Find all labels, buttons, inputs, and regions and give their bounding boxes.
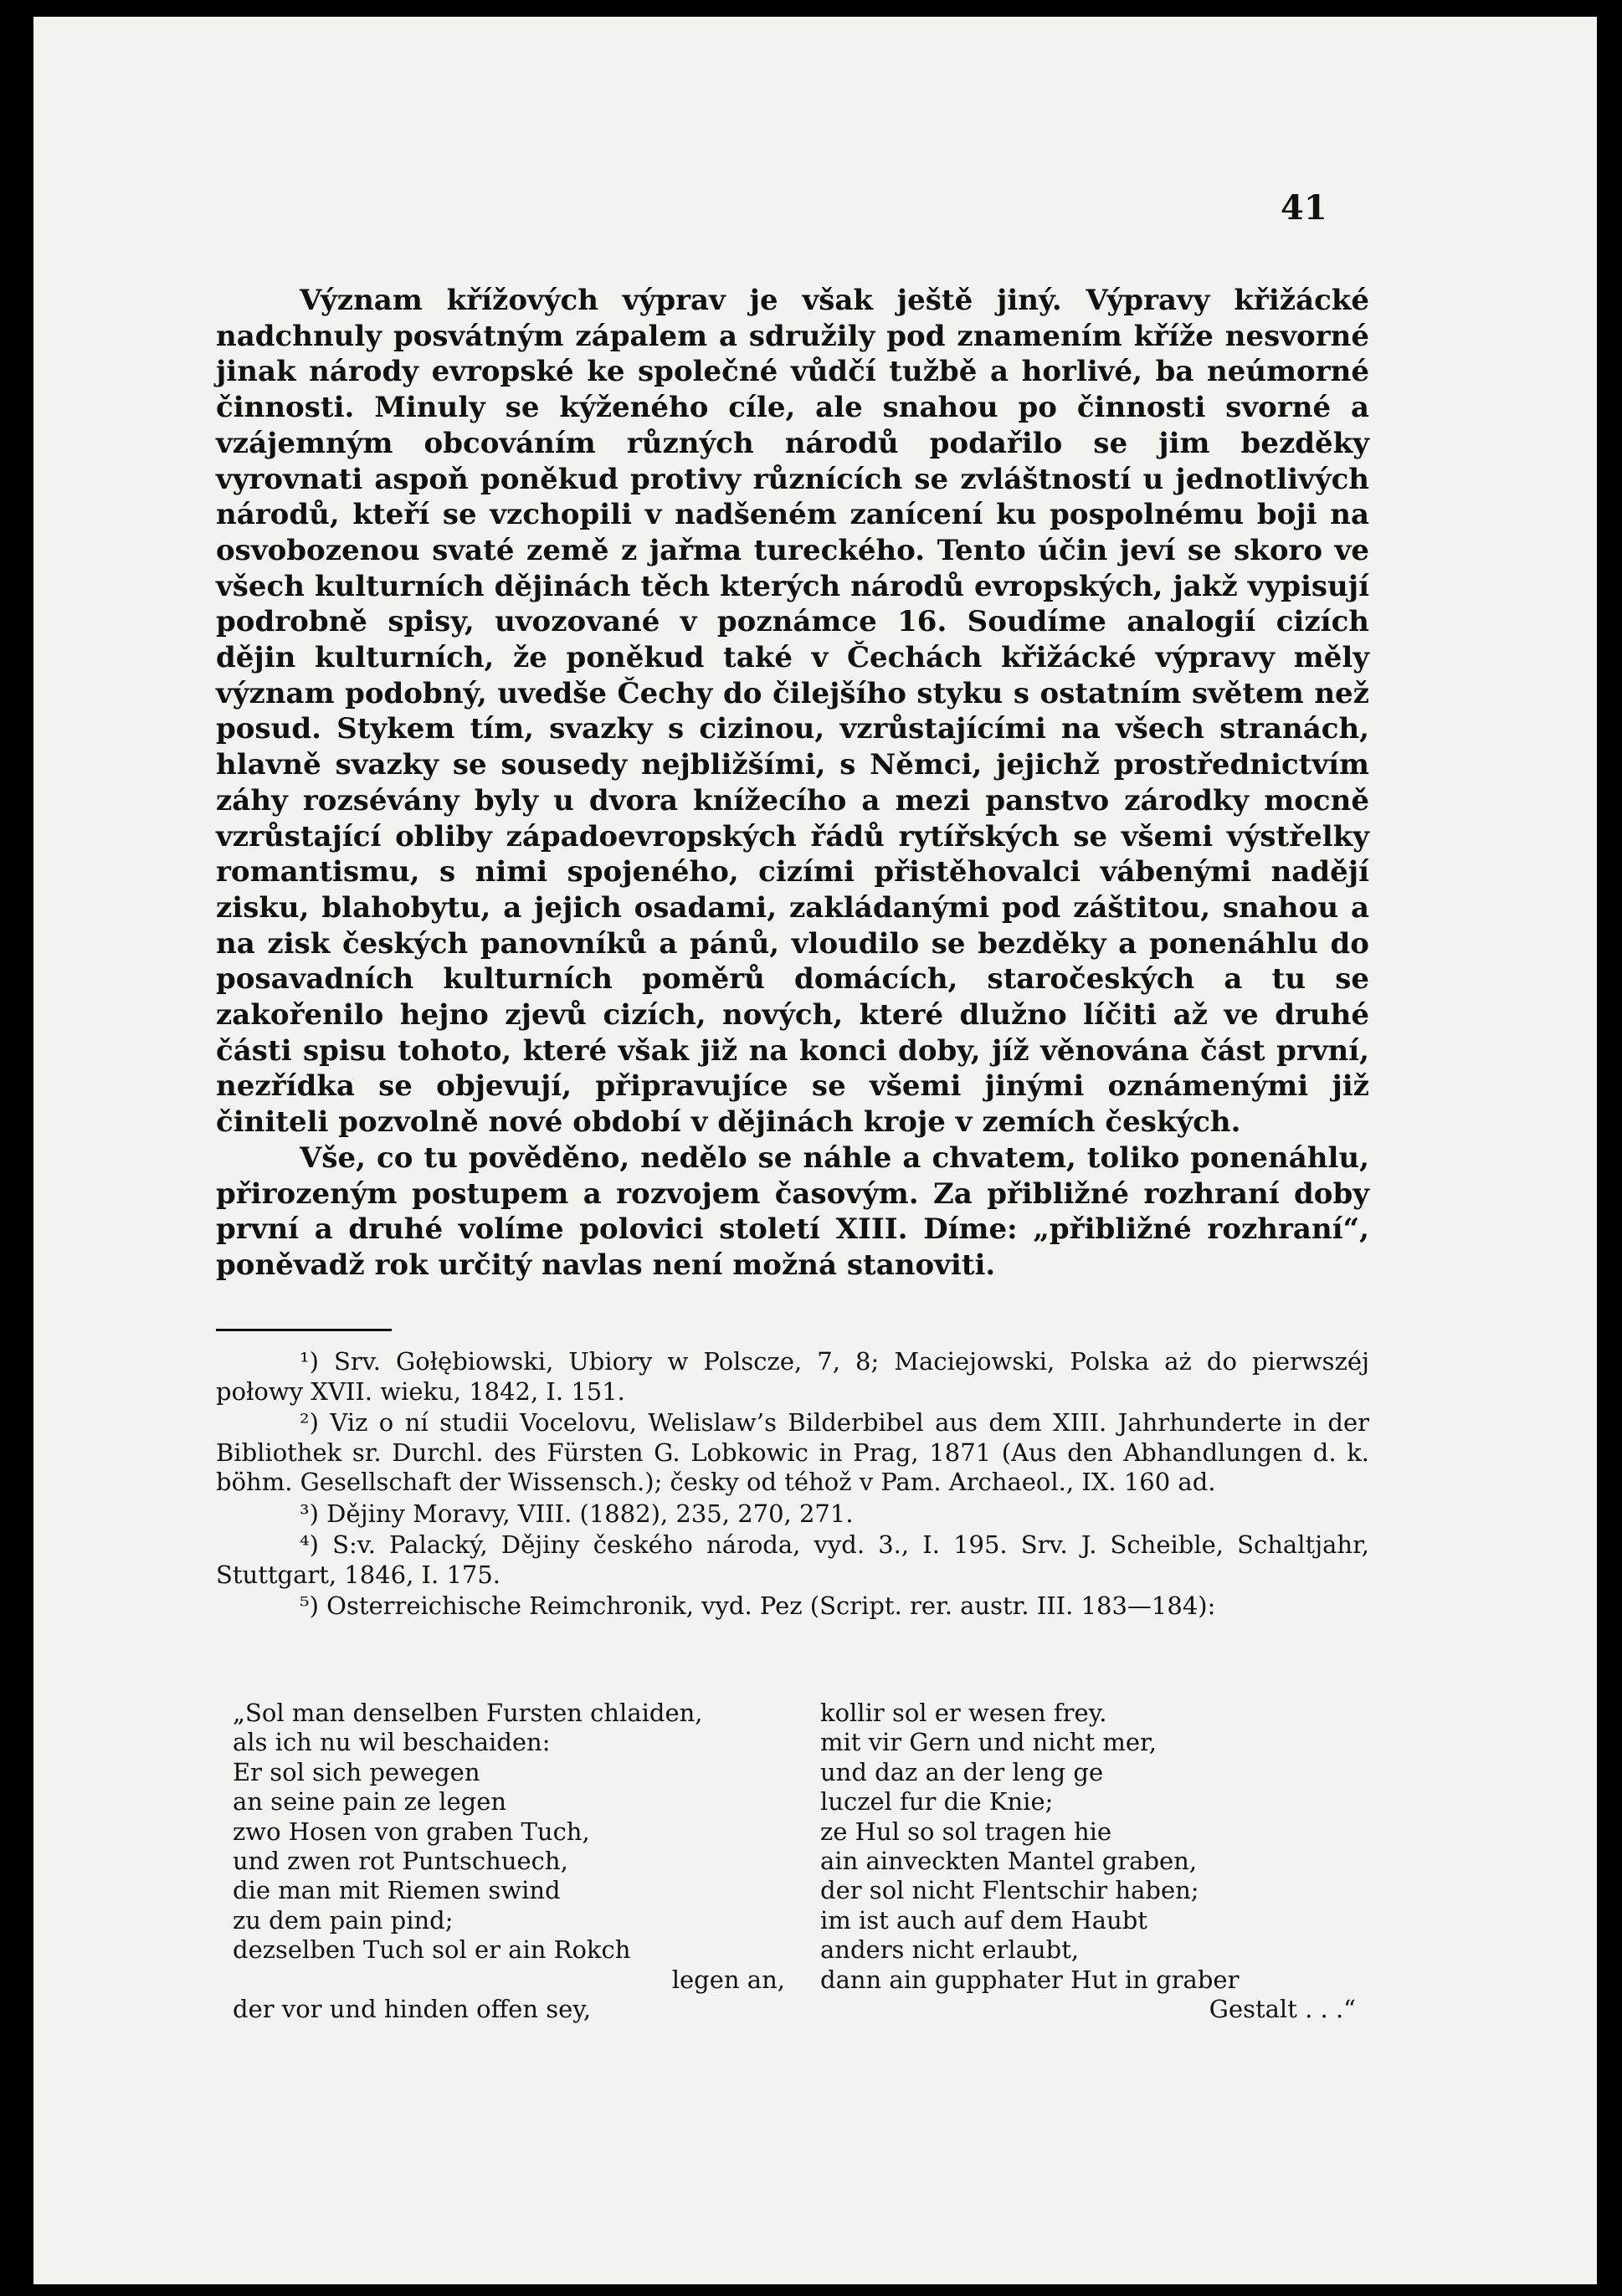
verse-line: als ich nu wil beschaiden: [233, 1728, 551, 1757]
footnote-1 [216, 1347, 1369, 1407]
footnote-text: Viz o ní studii Vocelovu, Welislaw’s Bilderbibel aus dem XIII. Jahrhunderte in der Bibliothek sr. Durchl. des Fürsten G. Lobkowic in Prag, 1871 (Aus den Abhandlungen d. k. böhm. Gesellschaft der Wissensch.); česky od téhož v Pam. Archaeol., IX. 160 ad. [216, 1408, 1369, 1496]
verse-line: anders nicht erlaubt, [820, 1935, 1080, 1965]
verse-line: Gestalt . . .“ [1209, 1994, 1356, 2023]
footnote-text: Osterreichische Reimchronik, vyd. Pez (Script. rer. austr. III. 183—184): [326, 1591, 1216, 1620]
verse-line: im ist auch auf dem Haubt [820, 1905, 1147, 1935]
verse-line: die man mit Riemen swind [233, 1876, 561, 1905]
footnote-3 [216, 1499, 1369, 1530]
body-text [216, 283, 1369, 1284]
verse-line: kollir sol er wesen frey. [820, 1699, 1107, 1727]
verse-line: zu dem pain pind; [233, 1905, 454, 1935]
verse-line: an seine pain ze legen [233, 1787, 507, 1817]
footnote-mark: ⁵) [300, 1591, 319, 1620]
facing-page-edge [0, 0, 13, 2296]
footnote-text: Dějiny Moravy, VIII. (1882), 235, 270, 271. [326, 1499, 854, 1528]
verse-line: luczel fur die Knie; [820, 1787, 1054, 1817]
footnote-mark: ³) [300, 1499, 319, 1528]
verse-column-right [820, 1699, 1356, 2024]
footnote-divider [216, 1329, 392, 1331]
footnotes [216, 1347, 1369, 1623]
footnote-text: S:v. Palacký, Dějiny českého národa, vyd. 3., I. 195. Srv. J. Scheible, Schaltjahr, Stuttgart, 1846, I. 175. [216, 1530, 1369, 1589]
verse-line: dezselben Tuch sol er ain Rokch [233, 1935, 631, 1965]
verse-line: der vor und hinden offen sey, [233, 1994, 592, 2023]
verse-line: Er sol sich pewegen [233, 1757, 480, 1786]
footnote-mark: ²) [300, 1408, 319, 1437]
footnote-4 [216, 1530, 1369, 1590]
footnote-mark: ¹) [300, 1347, 319, 1376]
verse-column-left [233, 1699, 785, 2024]
footnote-mark: ⁴) [300, 1530, 319, 1559]
verse-line: zwo Hosen von graben Tuch, [233, 1817, 590, 1846]
footnote-5 [216, 1591, 1369, 1622]
verse-line: ze Hul so sol tragen hie [820, 1817, 1112, 1846]
verse-line: mit vir Gern und nicht mer, [820, 1728, 1157, 1757]
verse-line: der sol nicht Flentschir haben; [820, 1876, 1199, 1905]
book-page [33, 17, 1597, 2284]
page-number: 41 [1281, 188, 1327, 228]
verse-line: und zwen rot Puntschuech, [233, 1846, 568, 1875]
paragraph-1: Význam křížových výprav je však ještě jiný. Výpravy křižácké nadchnuly posvátným zápalem a sdružily pod znamením kříže nesvorné jinak národy evropské ke společné vůdčí tužbě a horlivé, ba neúmorné činnosti. Minuly se kýženého cíle, ale snahou po činnosti svorné a vzájemným obcováním různých národů podařilo se jim bezděky vyrovnati aspoň poněkud protivy různících se zvláštností u jednotlivých národů, kteří se vzchopili v nadšeném zanícení ku pospolnému boji na osvobozenou svaté země z jařma tureckého. Tento účin jeví se skoro ve všech kulturních dějinách těch kterých národů evropských, jakž vypisují podrobně spisy, uvozované v poznámce 16. Soudíme analogií cizích dějin kulturních, že poněkud také v Čechách křižácké výpravy měly význam podobný, uvedše Čechy do čilejšího styku s ostatním světem než posud. Stykem tím, svazky s cizinou, vzrůstajícími na všech stranách, hlavně svazky se sousedy nejbližšími, s Němci, jejichž prostřednictvím záhy rozsévány byly u dvora knížecího a mezi panstvo zárodky mocně vzrůstající obliby západoevropských řádů rytířských se všemi výstřelky romantismu, s nimi spojeného, cizími přistěhovalci vábenými nadějí zisku, blahobytu, a jejich osadami, zakládanými pod záštitou, snahou a na zisk českých panovníků a pánů, vloudilo se bezděky a ponenáhlu do posavadních kulturních poměrů domácích, staročeských a tu se zakořenilo hejno zjevů cizích, nových, které dlužno líčiti až ve druhé části spisu tohoto, které však již na konci doby, jíž věnována část první, nezřídka se objevují, připravujíce se všemi jinými oznámenými již činiteli pozvolně nové období v dějinách kroje v zemích českých. [216, 284, 1369, 1140]
footnote-text: Srv. Gołębiowski, Ubiory w Polscze, 7, 8; Maciejowski, Polska aż do pierwszéj połowy XVII. wieku, 1842, I. 151. [216, 1347, 1369, 1406]
footnote-2 [216, 1408, 1369, 1498]
verse-line: dann ain gupphater Hut in graber [820, 1965, 1240, 1994]
verse-line: ain ainveckten Mantel graben, [820, 1846, 1198, 1875]
verse-line: legen an, [671, 1965, 785, 1994]
verse-line: und daz an der leng ge [820, 1757, 1104, 1786]
verse-line: „Sol man denselben Fursten chlaiden, [233, 1699, 703, 1727]
paragraph-2: Vše, co tu pověděno, nedělo se náhle a chvatem, toliko ponenáhlu, přirozeným postupem a rozvojem časovým. Za přibližné rozhraní doby první a druhé volíme polovici století XIII. Díme: „přibližné rozhraní“, poněvadž rok určitý navlas není možná stanoviti. [216, 1140, 1369, 1282]
